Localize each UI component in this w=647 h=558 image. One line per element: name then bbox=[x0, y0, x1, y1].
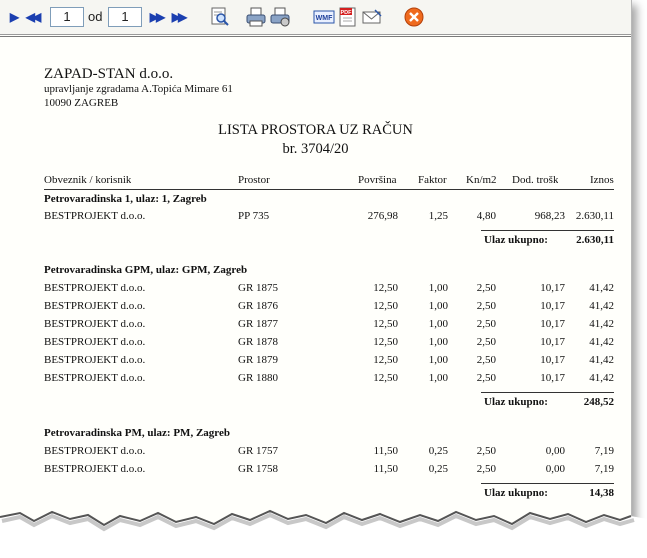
cell-faktor: 1,00 bbox=[428, 300, 448, 312]
company-name: ZAPAD-STAN d.o.o. bbox=[44, 66, 174, 82]
cell-prostor: GR 1758 bbox=[238, 463, 279, 475]
cell-povrsina: 12,50 bbox=[373, 372, 398, 384]
first-page-icon: ▶ bbox=[9, 10, 17, 24]
cell-dod-trosk: 10,17 bbox=[540, 318, 565, 330]
cell-povrsina: 12,50 bbox=[373, 336, 398, 348]
cell-dod-trosk: 10,17 bbox=[540, 336, 565, 348]
subtotal-label: Ulaz ukupno: bbox=[484, 234, 548, 246]
cell-faktor: 1,00 bbox=[428, 336, 448, 348]
cell-faktor: 1,00 bbox=[428, 354, 448, 366]
cell-obveznik: BESTPROJEKT d.o.o. bbox=[44, 318, 146, 330]
cell-povrsina: 12,50 bbox=[373, 300, 398, 312]
email-button[interactable] bbox=[360, 7, 384, 27]
column-header-prostor: Prostor bbox=[238, 174, 270, 186]
cell-kn-m2: 2,50 bbox=[476, 445, 496, 457]
cell-povrsina: 11,50 bbox=[373, 445, 398, 457]
export-wmf-button[interactable] bbox=[312, 7, 336, 27]
subtotal-divider bbox=[481, 483, 614, 484]
cell-prostor: GR 1757 bbox=[238, 445, 279, 457]
table-row bbox=[0, 443, 631, 461]
cell-obveznik: BESTPROJEKT d.o.o. bbox=[44, 210, 146, 222]
company-address-line1: upravljanje zgradama A.Topića Mimare 61 bbox=[44, 83, 233, 95]
cell-obveznik: BESTPROJEKT d.o.o. bbox=[44, 354, 146, 366]
cell-iznos: 41,42 bbox=[589, 318, 614, 330]
cell-kn-m2: 2,50 bbox=[476, 336, 496, 348]
cell-obveznik: BESTPROJEKT d.o.o. bbox=[44, 300, 146, 312]
table-row bbox=[0, 208, 631, 226]
prev-page-button[interactable] bbox=[22, 7, 42, 27]
cell-kn-m2: 2,50 bbox=[476, 282, 496, 294]
print-button[interactable] bbox=[244, 7, 268, 27]
total-pages-field: 1 bbox=[108, 7, 142, 27]
column-header-faktor: Faktor bbox=[418, 174, 447, 186]
cell-prostor: GR 1879 bbox=[238, 354, 279, 366]
table-row bbox=[0, 352, 631, 370]
cell-prostor: GR 1877 bbox=[238, 318, 279, 330]
report-number: br. 3704/20 bbox=[282, 141, 349, 157]
svg-text:WMF: WMF bbox=[315, 15, 333, 22]
export-pdf-button[interactable] bbox=[336, 7, 360, 27]
cell-iznos: 41,42 bbox=[589, 300, 614, 312]
table-row bbox=[0, 316, 631, 334]
group-heading: Petrovaradinska 1, ulaz: 1, Zagreb bbox=[44, 193, 207, 205]
cell-povrsina: 12,50 bbox=[373, 282, 398, 294]
first-page-button[interactable] bbox=[4, 7, 22, 27]
cell-povrsina: 12,50 bbox=[373, 354, 398, 366]
group-heading: Petrovaradinska GPM, ulaz: GPM, Zagreb bbox=[44, 264, 248, 276]
table-row bbox=[0, 370, 631, 388]
cell-faktor: 1,00 bbox=[428, 282, 448, 294]
column-header-povrsina: Površina bbox=[358, 174, 397, 186]
column-header-dod-trosk: Dod. trošk bbox=[512, 174, 559, 186]
cell-faktor: 1,00 bbox=[428, 318, 448, 330]
cell-prostor: PP 735 bbox=[238, 210, 270, 222]
group-heading: Petrovaradinska PM, ulaz: PM, Zagreb bbox=[44, 427, 230, 439]
header-divider bbox=[44, 189, 614, 190]
cell-povrsina: 12,50 bbox=[373, 318, 398, 330]
cell-kn-m2: 2,50 bbox=[476, 463, 496, 475]
cell-povrsina: 276,98 bbox=[367, 210, 398, 222]
cell-kn-m2: 2,50 bbox=[476, 354, 496, 366]
column-header-kn-m2: Kn/m2 bbox=[466, 174, 497, 186]
cell-iznos: 41,42 bbox=[589, 372, 614, 384]
cell-prostor: GR 1880 bbox=[238, 372, 279, 384]
print-setup-button[interactable] bbox=[268, 7, 292, 27]
svg-text:PDF: PDF bbox=[340, 10, 352, 16]
cell-prostor: GR 1876 bbox=[238, 300, 279, 312]
subtotal-label: Ulaz ukupno: bbox=[484, 487, 548, 499]
cell-iznos: 41,42 bbox=[589, 354, 614, 366]
cell-iznos: 41,42 bbox=[589, 336, 614, 348]
cell-prostor: GR 1878 bbox=[238, 336, 279, 348]
last-page-icon: ▶▶ bbox=[171, 10, 185, 24]
cell-faktor: 0,25 bbox=[428, 445, 448, 457]
close-icon bbox=[403, 6, 425, 28]
cell-dod-trosk: 10,17 bbox=[540, 300, 565, 312]
viewer-toolbar bbox=[0, 0, 631, 35]
subtotal-label: Ulaz ukupno: bbox=[484, 396, 548, 408]
cell-obveznik: BESTPROJEKT d.o.o. bbox=[44, 282, 146, 294]
subtotal-divider bbox=[481, 392, 614, 393]
cell-obveznik: BESTPROJEKT d.o.o. bbox=[44, 463, 146, 475]
next-page-button[interactable] bbox=[146, 7, 166, 27]
search-button[interactable] bbox=[208, 7, 232, 27]
cell-dod-trosk: 0,00 bbox=[545, 445, 565, 457]
cell-iznos: 2.630,11 bbox=[575, 210, 614, 222]
column-header-obveznik: Obveznik / korisnik bbox=[44, 174, 132, 186]
next-page-icon: ▶▶ bbox=[149, 10, 163, 24]
company-address-line2: 10090 ZAGREB bbox=[44, 97, 119, 109]
table-row bbox=[0, 280, 631, 298]
cell-dod-trosk: 10,17 bbox=[540, 282, 565, 294]
cell-dod-trosk: 10,17 bbox=[540, 354, 565, 366]
cell-faktor: 0,25 bbox=[428, 463, 448, 475]
print-icon bbox=[245, 6, 267, 28]
cell-dod-trosk: 10,17 bbox=[540, 372, 565, 384]
cell-obveznik: BESTPROJEKT d.o.o. bbox=[44, 445, 146, 457]
subtotal-value: 14,38 bbox=[589, 487, 614, 499]
subtotal-value: 248,52 bbox=[583, 396, 614, 408]
last-page-button[interactable] bbox=[168, 7, 188, 27]
table-row bbox=[0, 298, 631, 316]
current-page-input[interactable]: 1 bbox=[50, 7, 84, 27]
report-page bbox=[0, 40, 631, 540]
subtotal-value: 2.630,11 bbox=[576, 234, 614, 246]
of-label: od bbox=[88, 9, 103, 24]
print-setup-icon bbox=[269, 6, 291, 28]
cell-obveznik: BESTPROJEKT d.o.o. bbox=[44, 372, 146, 384]
cell-kn-m2: 2,50 bbox=[476, 318, 496, 330]
cell-iznos: 41,42 bbox=[589, 282, 614, 294]
search-icon bbox=[209, 6, 231, 28]
close-button[interactable] bbox=[402, 7, 426, 27]
cell-dod-trosk: 0,00 bbox=[545, 463, 565, 475]
cell-iznos: 7,19 bbox=[594, 463, 614, 475]
cell-faktor: 1,25 bbox=[428, 210, 448, 222]
torn-edge-decoration bbox=[0, 495, 647, 558]
cell-iznos: 7,19 bbox=[594, 445, 614, 457]
subtotal-divider bbox=[481, 230, 614, 231]
table-row bbox=[0, 461, 631, 479]
pdf-icon bbox=[337, 6, 359, 28]
cell-obveznik: BESTPROJEKT d.o.o. bbox=[44, 336, 146, 348]
cell-kn-m2: 2,50 bbox=[476, 300, 496, 312]
column-header-iznos: Iznos bbox=[590, 174, 614, 186]
cell-kn-m2: 2,50 bbox=[476, 372, 496, 384]
cell-faktor: 1,00 bbox=[428, 372, 448, 384]
table-row bbox=[0, 334, 631, 352]
prev-page-icon: ◀◀ bbox=[25, 10, 39, 24]
cell-povrsina: 11,50 bbox=[373, 463, 398, 475]
report-title: LISTA PROSTORA UZ RAČUN bbox=[218, 122, 413, 138]
cell-kn-m2: 4,80 bbox=[476, 210, 496, 222]
cell-prostor: GR 1875 bbox=[238, 282, 279, 294]
cell-dod-trosk: 968,23 bbox=[534, 210, 565, 222]
wmf-icon bbox=[313, 6, 335, 28]
email-icon bbox=[361, 6, 383, 28]
